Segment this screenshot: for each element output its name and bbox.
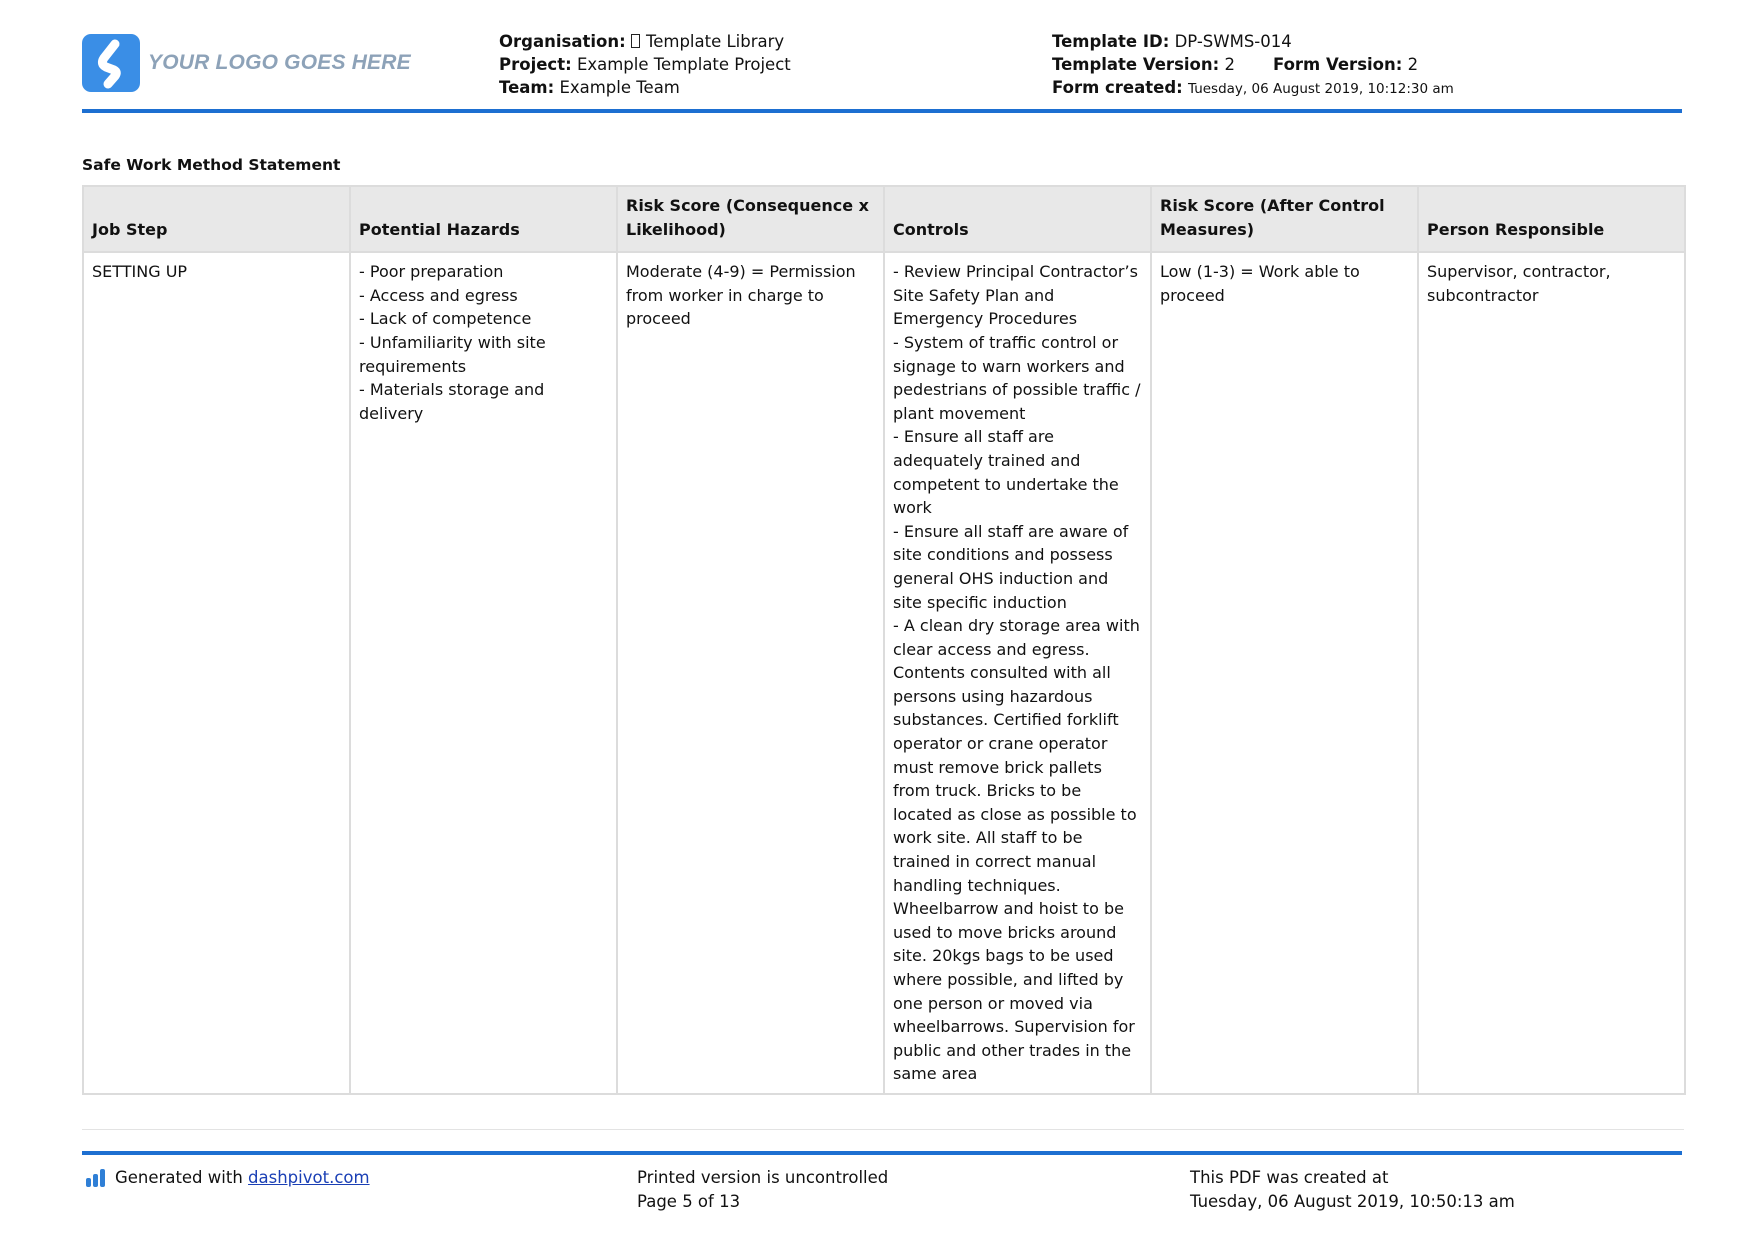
- logo-text: YOUR LOGO GOES HERE: [148, 51, 411, 74]
- risk-score-cell: Moderate (4-9) = Permission from worker in charge to proceed: [617, 252, 884, 1094]
- swms-table: [82, 185, 1686, 1095]
- organisation-label: Organisation:: [499, 32, 626, 51]
- pdf-created: [1190, 1166, 1515, 1213]
- column-header-job-step: Job Step: [83, 186, 350, 252]
- page-header: [82, 30, 1682, 112]
- job-step-cell: SETTING UP: [83, 252, 350, 1094]
- template-version-label: Template Version:: [1052, 55, 1220, 74]
- control-item: - Review Principal Contractor’s Site Safety Plan and Emergency Procedures: [893, 262, 1138, 329]
- team-line: [499, 76, 791, 99]
- organisation-icon: [631, 34, 640, 48]
- print-info: [637, 1166, 888, 1213]
- column-header-risk-score: Risk Score (Consequence x Likelihood): [617, 186, 884, 252]
- generated-with: [86, 1166, 370, 1190]
- column-header-controls: Controls: [884, 186, 1151, 252]
- column-header-person-responsible: Person Responsible: [1418, 186, 1685, 252]
- form-created-value: Tuesday, 06 August 2019, 10:12:30 am: [1188, 81, 1454, 97]
- column-header-risk-after: Risk Score (After Control Measures): [1151, 186, 1418, 252]
- form-version-value: 2: [1407, 55, 1419, 74]
- table-row: [83, 252, 1685, 1094]
- hazard-item: - Poor preparation: [359, 262, 504, 282]
- dashpivot-icon: [86, 1169, 107, 1187]
- form-created-label: Form created:: [1052, 78, 1183, 97]
- company-logo: [82, 34, 411, 92]
- org-meta: [499, 30, 791, 99]
- pdf-created-value: Tuesday, 06 August 2019, 10:50:13 am: [1190, 1191, 1515, 1211]
- project-line: [499, 53, 791, 76]
- hazard-item: - Unfamiliarity with site requirements: [359, 332, 546, 376]
- footer-divider: [82, 1151, 1682, 1155]
- template-id-value: DP-SWMS-014: [1174, 32, 1292, 51]
- organisation-line: [499, 30, 791, 53]
- table-header-row: [83, 186, 1685, 252]
- controls-cell: [884, 252, 1151, 1094]
- printed-notice: Printed version is uncontrolled: [637, 1168, 889, 1187]
- generated-prefix: Generated with: [115, 1168, 243, 1187]
- pdf-created-label: This PDF was created at: [1190, 1168, 1389, 1187]
- control-item: - System of traffic control or signage to warn workers and pedestrians of possible traffic / plant movement: [893, 332, 1141, 423]
- template-id-line: [1052, 30, 1454, 53]
- person-responsible-cell: Supervisor, contractor, subcontractor: [1418, 252, 1685, 1094]
- footer-separator: [82, 1129, 1684, 1130]
- dashpivot-link[interactable]: dashpivot.com: [248, 1168, 370, 1187]
- project-value: Example Template Project: [576, 55, 791, 74]
- control-item: - Ensure all staff are aware of site conditions and possess general OHS induction and site specific induction: [893, 521, 1129, 612]
- header-divider: [82, 109, 1682, 113]
- hazard-item: - Lack of competence: [359, 309, 532, 329]
- organisation-value: Template Library: [645, 32, 785, 51]
- risk-after-cell: Low (1-3) = Work able to proceed: [1151, 252, 1418, 1094]
- page-number: Page 5 of 13: [637, 1191, 741, 1211]
- template-id-label: Template ID:: [1052, 32, 1170, 51]
- template-version-value: 2: [1224, 55, 1235, 74]
- team-value: Example Team: [559, 78, 680, 97]
- hazards-cell: [350, 252, 617, 1094]
- hazard-item: - Access and egress: [359, 285, 518, 305]
- logo-icon: [82, 34, 140, 92]
- column-header-potential-hazards: Potential Hazards: [350, 186, 617, 252]
- control-item: - A clean dry storage area with clear access and egress. Contents consulted with all persons using hazardous substances. Certified forklift operator or crane operator must remove brick pallets from truck. Bricks to be located as close as possible to work site. All staff to be trained in correct manual handling techniques. Wheelbarrow and hoist to be used to move bricks around site. 20kgs bags to be used where possible, and lifted by one person or moved via wheelbarrows. Supervision for public and other trades in the same area: [893, 616, 1140, 1084]
- project-label: Project:: [499, 55, 572, 74]
- form-version-label: Form Version:: [1272, 55, 1403, 74]
- control-item: - Ensure all staff are adequately trained and competent to undertake the work: [893, 427, 1119, 518]
- team-label: Team:: [499, 78, 555, 97]
- template-meta: [1052, 30, 1454, 101]
- version-line: [1052, 53, 1454, 76]
- form-created-line: [1052, 76, 1454, 101]
- hazard-item: - Materials storage and delivery: [359, 380, 545, 423]
- section-title: Safe Work Method Statement: [82, 156, 341, 174]
